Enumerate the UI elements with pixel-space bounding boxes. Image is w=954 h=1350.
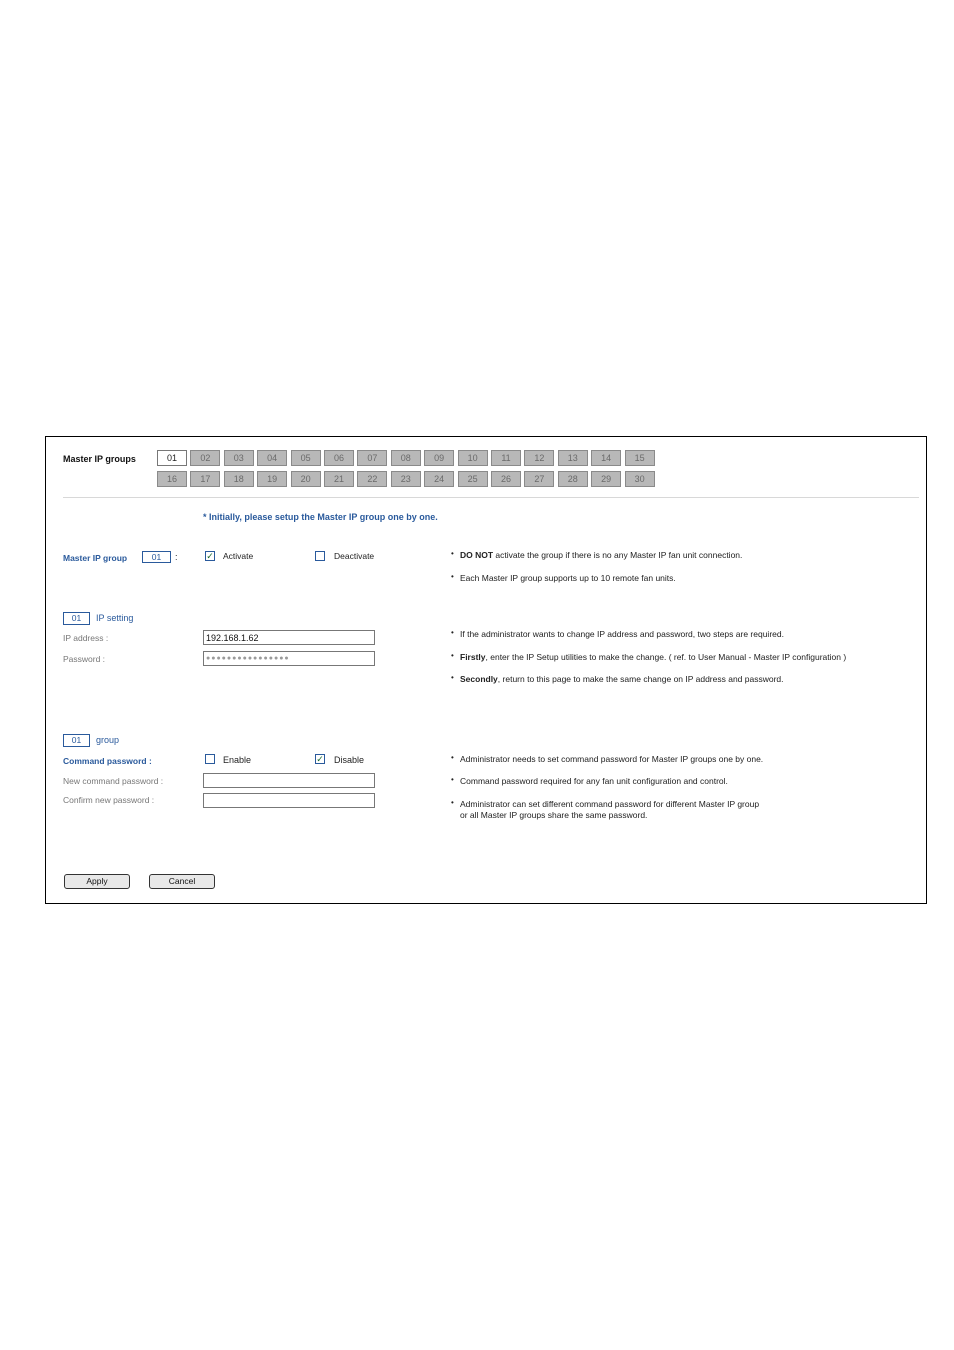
ip-setting-title: IP setting [96,613,134,623]
group-button-06[interactable]: 06 [324,450,354,466]
group-button-02[interactable]: 02 [190,450,220,466]
group-button-13[interactable]: 13 [558,450,588,466]
group-button-03[interactable]: 03 [224,450,254,466]
group-button-25[interactable]: 25 [458,471,488,487]
apply-button[interactable]: Apply [64,874,130,889]
disable-checkbox[interactable] [315,754,325,764]
note-change-ip: If the administrator wants to change IP address and password, two steps are required. [460,629,784,639]
confirm-password-input[interactable] [203,793,375,808]
group-button-19[interactable]: 19 [257,471,287,487]
group-button-16[interactable]: 16 [157,471,187,487]
group-button-23[interactable]: 23 [391,471,421,487]
master-ip-group-label: Master IP group [63,553,128,563]
note-group-capacity: Each Master IP group supports up to 10 remote fan units. [460,573,676,583]
deactivate-label: Deactivate [334,551,375,561]
activate-checkbox[interactable] [205,551,215,561]
bullet: • [451,673,454,682]
new-command-password-input[interactable] [203,773,375,788]
group-button-24[interactable]: 24 [424,471,454,487]
group-button-30[interactable]: 30 [625,471,655,487]
ip-address-label: IP address : [63,633,109,643]
group-button-21[interactable]: 21 [324,471,354,487]
ip-address-input[interactable]: 192.168.1.62 [203,630,375,645]
master-ip-group-number: 01 [142,551,171,563]
bullet: • [451,775,454,784]
group-button-18[interactable]: 18 [224,471,254,487]
note-command-required: Command password required for any fan unit configuration and control. [460,776,728,786]
bullet: • [451,651,454,660]
check-icon: ✓ [316,754,324,764]
group-button-27[interactable]: 27 [524,471,554,487]
group-button-14[interactable]: 14 [591,450,621,466]
activate-label: Activate [223,551,254,561]
group-button-10[interactable]: 10 [458,450,488,466]
group-button-01[interactable]: 01 [157,450,187,466]
master-ip-settings-panel [45,436,927,904]
group-button-22[interactable]: 22 [357,471,387,487]
group-button-29[interactable]: 29 [591,471,621,487]
check-icon: ✓ [206,551,214,561]
disable-label: Disable [334,755,365,765]
group-title: group [96,735,120,745]
confirm-password-label: Confirm new password : [63,795,155,805]
ip-setting-number: 01 [63,612,90,625]
divider [63,497,919,498]
cancel-button[interactable]: Cancel [149,874,215,889]
group-button-11[interactable]: 11 [491,450,521,466]
bullet: • [451,628,454,637]
note-different-password: Administrator can set different command password for different Master IP group [460,799,760,809]
group-button-07[interactable]: 07 [357,450,387,466]
note-do-not-activate: DO NOT activate the group if there is no any Master IP fan unit connection. [460,550,743,560]
group-button-08[interactable]: 08 [391,450,421,466]
group-button-20[interactable]: 20 [291,471,321,487]
group-button-15[interactable]: 15 [625,450,655,466]
command-password-label: Command password : [63,756,152,766]
group-button-28[interactable]: 28 [558,471,588,487]
note-set-command-password: Administrator needs to set command password for Master IP groups one by one. [460,754,764,764]
group-number: 01 [63,734,90,747]
colon: : [175,552,178,562]
note-secondly: Secondly, return to this page to make the same change on IP address and password. [460,674,784,684]
password-input[interactable]: ●●●●●●●●●●●●●●●● [203,651,375,666]
enable-label: Enable [223,755,252,765]
group-button-05[interactable]: 05 [291,450,321,466]
bullet: • [451,753,454,762]
note-shared-password: or all Master IP groups share the same password. [460,810,648,820]
group-button-04[interactable]: 04 [257,450,287,466]
bullet: • [451,798,454,807]
new-command-password-label: New command password : [63,776,164,786]
note-firstly: Firstly, enter the IP Setup utilities to make the change. ( ref. to User Manual - Master IP configuration ) [460,652,847,662]
bullet: • [451,549,454,558]
group-button-26[interactable]: 26 [491,471,521,487]
password-label: Password : [63,654,106,664]
group-button-09[interactable]: 09 [424,450,454,466]
setup-notice: * Initially, please setup the Master IP group one by one. [203,512,438,522]
group-button-17[interactable]: 17 [190,471,220,487]
bullet: • [451,572,454,581]
master-ip-groups-label: Master IP groups [63,454,136,464]
deactivate-checkbox[interactable] [315,551,325,561]
group-button-12[interactable]: 12 [524,450,554,466]
enable-checkbox[interactable] [205,754,215,764]
